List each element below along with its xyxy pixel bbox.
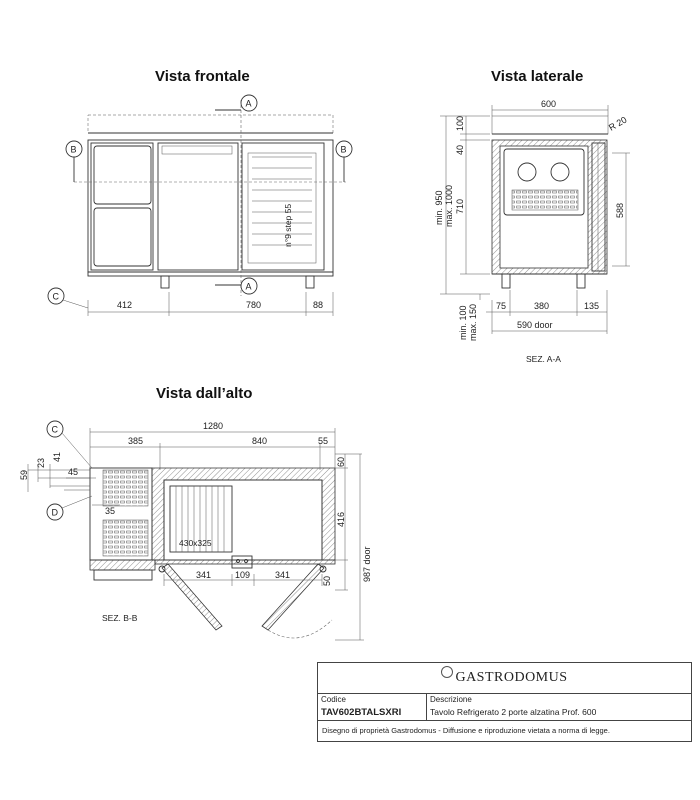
brand-name: GASTRODOMUS xyxy=(455,670,568,685)
front-view-title: Vista frontale xyxy=(155,68,250,85)
top-view xyxy=(19,385,372,640)
rack-rails xyxy=(252,157,312,245)
top-dim-109: 109 xyxy=(235,570,251,580)
tray-size-label: 430x325 xyxy=(179,538,212,548)
side-view-title: Vista laterale xyxy=(491,68,584,85)
section-a-label-bottom: A xyxy=(245,281,252,292)
dim-88: 88 xyxy=(313,300,324,310)
front-backsplash xyxy=(88,115,333,133)
top-detail-c-label: C xyxy=(51,424,58,435)
product-code: TAV602BTALSXRI xyxy=(321,707,402,718)
side-foot-left xyxy=(502,274,510,288)
title-block xyxy=(317,662,692,742)
top-dim-987-door: 987 door xyxy=(362,546,372,582)
side-dim-100: 100 xyxy=(455,115,465,131)
front-body xyxy=(88,140,333,272)
side-dim-door: 590 door xyxy=(517,320,553,330)
front-dimensions xyxy=(88,292,333,316)
foot-left xyxy=(161,276,169,288)
side-dim-710: 710 xyxy=(455,198,465,214)
top-view-title: Vista dall’alto xyxy=(156,385,253,402)
side-view xyxy=(434,68,630,364)
top-dim-341a: 341 xyxy=(196,570,212,580)
door-right-open xyxy=(262,564,326,630)
top-dim-55: 55 xyxy=(318,436,329,446)
top-dim-41: 41 xyxy=(52,451,62,462)
copyright-notice: Disegno di proprietà Gastrodomus - Diffusione e riproduzione vietata a norma di legge. xyxy=(322,726,610,735)
condenser-grille xyxy=(512,190,578,210)
top-dim-59: 59 xyxy=(19,469,29,480)
top-dim-1280: 1280 xyxy=(203,421,224,431)
side-dim-radius: R 20 xyxy=(607,114,629,133)
product-description: Tavolo Refrigerato 2 porte alzatina Prof. 600 xyxy=(430,707,597,717)
top-dim-341b: 341 xyxy=(275,570,291,580)
side-dim-75: 75 xyxy=(496,301,507,311)
section-bb-label: SEZ. B-B xyxy=(102,613,138,623)
top-dim-35: 35 xyxy=(105,506,116,516)
top-dim-45: 45 xyxy=(68,467,79,477)
side-dim-max1000: max. 1000 xyxy=(444,184,454,227)
dim-780: 780 xyxy=(246,300,262,310)
foot-right xyxy=(306,276,314,288)
side-dim-380: 380 xyxy=(534,301,550,311)
side-dim-max150: max. 150 xyxy=(468,303,478,341)
top-dim-50: 50 xyxy=(322,575,332,586)
door-left-open xyxy=(159,564,222,630)
top-dim-60: 60 xyxy=(336,456,346,467)
description-header: Descrizione xyxy=(430,695,472,704)
dim-412: 412 xyxy=(117,300,133,310)
top-dim-385: 385 xyxy=(128,436,144,446)
section-a-label-top: A xyxy=(245,98,252,109)
brand-mark-icon xyxy=(441,666,453,678)
side-dim-135: 135 xyxy=(584,301,600,311)
top-dim-23: 23 xyxy=(36,457,46,468)
section-b-label-left: B xyxy=(70,144,77,155)
side-dim-600: 600 xyxy=(541,99,557,109)
side-dim-min950: min. 950 xyxy=(434,190,444,225)
side-foot-right xyxy=(577,274,585,288)
brand-logo xyxy=(318,663,691,694)
top-dim-416: 416 xyxy=(336,511,346,527)
side-dim-588: 588 xyxy=(615,202,625,218)
side-dim-40: 40 xyxy=(455,144,465,155)
rack-step-label: n°9 step 55 xyxy=(283,203,293,247)
detail-c-label: C xyxy=(52,291,59,302)
code-header: Codice xyxy=(321,695,346,704)
section-aa-label: SEZ. A-A xyxy=(526,354,561,364)
top-detail-d-label: D xyxy=(51,507,58,518)
front-view xyxy=(48,68,352,316)
section-b-label-right: B xyxy=(340,144,347,155)
top-dim-840: 840 xyxy=(252,436,268,446)
side-dim-min100: min. 100 xyxy=(458,305,468,340)
